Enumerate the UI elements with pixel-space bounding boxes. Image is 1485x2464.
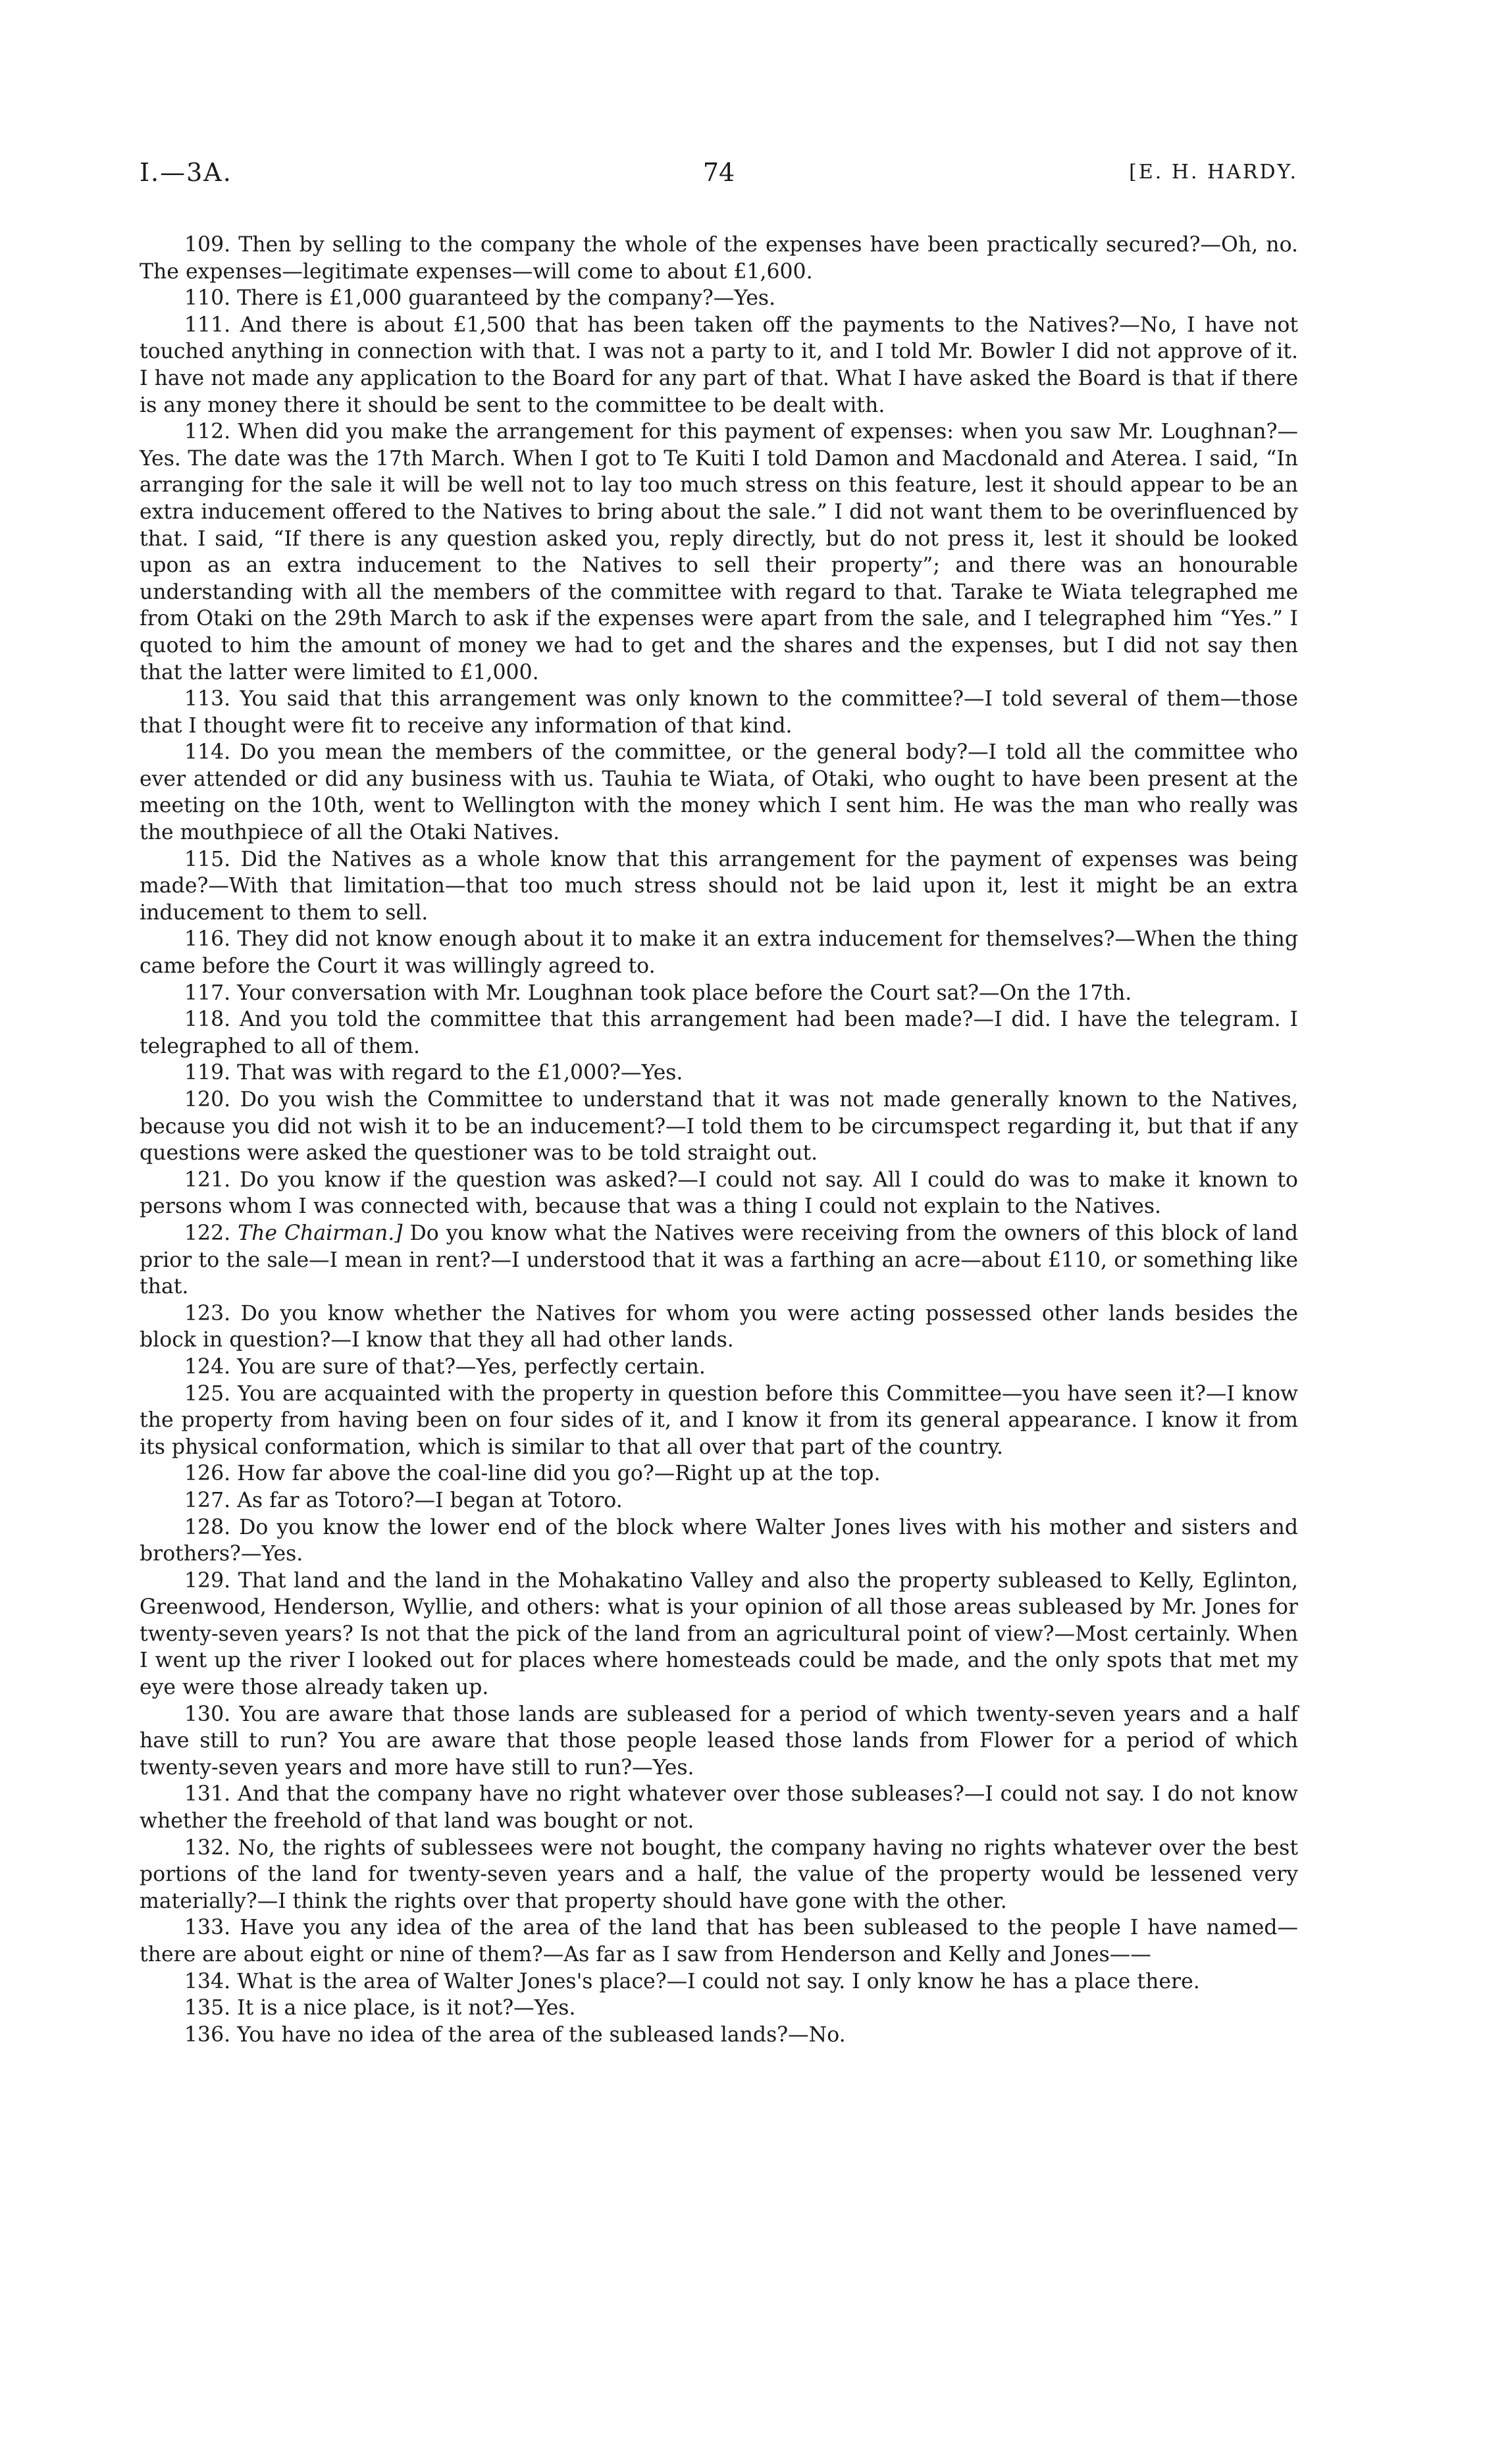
question-number: 131. — [184, 1782, 231, 1807]
question-answer-text: What is the area of Walter Jones's place?—I could not say. I only know he has a place there. — [237, 1969, 1200, 1993]
evidence-paragraph — [140, 1701, 1298, 1782]
question-number: 121. — [184, 1168, 231, 1192]
question-number: 126. — [184, 1462, 231, 1486]
evidence-text — [140, 232, 1298, 2048]
question-number: 116. — [184, 927, 231, 952]
evidence-paragraph — [140, 926, 1298, 979]
question-answer-text: You are aware that those lands are subleased for a period of which twenty-seven years and a half have still to run? You are aware that those people leased those lands from Flower for a period of which twenty-seven years and more have still to run?—Yes. — [140, 1702, 1298, 1780]
question-answer-text: And you told the committee that this arrangement had been made?—I did. I have the telegram. I telegraphed to all of them. — [140, 1008, 1298, 1058]
evidence-paragraph — [140, 232, 1298, 285]
evidence-paragraph — [140, 1220, 1298, 1300]
evidence-paragraph — [140, 1568, 1298, 1701]
question-number: 122. — [184, 1221, 231, 1245]
evidence-paragraph — [140, 419, 1298, 686]
question-answer-text: You are acquainted with the property in question before this Committee—you have seen it?—I know the property from having been on four sides of it, and I know it from its general appearance. I know it from its physical conformation, which is similar to that all over that part of the country. — [140, 1381, 1298, 1459]
evidence-paragraph — [140, 1300, 1298, 1354]
witness-name: [E. H. HARDY. — [1129, 161, 1298, 184]
question-answer-text: As far as Totoro?—I began at Totoro. — [237, 1488, 623, 1512]
evidence-paragraph — [140, 1781, 1298, 1834]
question-number: 130. — [184, 1702, 231, 1726]
question-number: 120. — [184, 1088, 231, 1112]
evidence-paragraph — [140, 1487, 1298, 1514]
question-answer-text: How far above the coal-line did you go?—Right up at the top. — [237, 1462, 881, 1486]
question-number: 128. — [184, 1515, 231, 1539]
evidence-paragraph — [140, 2022, 1298, 2049]
question-answer-text: No, the rights of sublessees were not bought, the company having no rights whatever over the best portions of the land for twenty-seven years and a half, the value of the property would be lessened very materially?—I think the rights over that property should have gone with the other. — [140, 1835, 1299, 1913]
question-answer-text: When did you make the arrangement for this payment of expenses: when you saw Mr. Loughnan?—Yes. The date was the 17th March. When I got to Te Kuiti I told Damon and Macdonald and Aterea. I said, “In arranging for the sale it will be well not to lay too much stress on this feature, lest it should appear to be an extra inducement offered to the Natives to bring about the sale.” I did not want them to be overinfluenced by that. I said, “If there is any question asked you, reply directly, but do not press it, lest it should be looked upon as an extra inducement to the Natives to sell their property”; and there was an honourable understanding with all the members of the committee with regard to that. Tarake te Wiata telegraphed me from Otaki on the 29th March to ask if the expenses were apart from the sale, and I telegraphed him “Yes.” I quoted to him the amount of money we had to get and the shares and the expenses, but I did not say then that the latter were limited to £1,000. — [140, 420, 1298, 684]
question-answer-text: It is a nice place, is it not?—Yes. — [237, 1996, 576, 2020]
question-answer-text: That land and the land in the Mohakatino Valley and also the property subleased to Kelly, Eglinton, Greenwood, Henderson, Wyllie, and others: what is your opinion of all those areas subleased by Mr. Jones for twenty-seven years? Is not that the pick of the land from an agricultural point of view?—Most certainly. When I went up the river I looked out for places where homesteads could be made, and the only spots that met my eye were those already taken up. — [140, 1568, 1298, 1700]
question-number: 113. — [184, 687, 231, 711]
evidence-paragraph — [140, 1087, 1298, 1167]
question-answer-text: Your conversation with Mr. Loughnan took place before the Court sat?—On the 17th. — [237, 981, 1132, 1005]
question-number: 133. — [184, 1916, 231, 1940]
question-number: 123. — [184, 1301, 231, 1325]
question-answer-text: Do you know what the Natives were receiving from the owners of this block of land prior to the sale—I mean in rent?—I understood that it was a farthing an acre—about £110, or something like that. — [140, 1221, 1299, 1299]
speaker-label: The Chairman.] — [238, 1221, 403, 1245]
question-answer-text: There is £1,000 guaranteed by the company?—Yes. — [237, 286, 776, 311]
question-answer-text: Do you know the lower end of the block where Walter Jones lives with his mother and sisters and brothers?—Yes. — [140, 1515, 1298, 1566]
question-number: 115. — [184, 847, 231, 871]
evidence-paragraph — [140, 739, 1298, 846]
question-answer-text: Then by selling to the company the whole of the expenses have been practically secured?—Oh, no. The expenses—legitimate expenses—will come to about £1,600. — [140, 233, 1298, 284]
question-number: 129. — [184, 1568, 231, 1593]
evidence-paragraph — [140, 1167, 1298, 1220]
question-answer-text: Do you know if the question was asked?—I could not say. All I could do was to make it known to persons whom I was connected with, because that was a thing I could not explain to the Natives. — [140, 1168, 1299, 1219]
question-answer-text: Do you mean the members of the committee, or the general body?—I told all the committee who ever attended or did any business with us. Tauhia te Wiata, of Otaki, who ought to have been present at the meeting on the 10th, went to Wellington with the money which I sent him. He was the man who really was the mouthpiece of all the Otaki Natives. — [140, 740, 1298, 845]
page-header — [140, 158, 1298, 197]
question-number: 124. — [184, 1354, 231, 1379]
evidence-paragraph — [140, 1835, 1298, 1915]
question-answer-text: That was with regard to the £1,000?—Yes. — [237, 1061, 683, 1085]
question-number: 132. — [184, 1835, 231, 1860]
question-answer-text: And there is about £1,500 that has been taken off the payments to the Natives?—No, I have not touched anything in connection with that. I was not a party to it, and I told Mr. Bowler I did not approve of it. I have not made any application to the Board for any part of that. What I have asked the Board is that if there is any money there it should be sent to the committee to be dealt with. — [140, 313, 1299, 417]
question-number: 117. — [184, 981, 231, 1005]
question-number: 110. — [184, 286, 231, 311]
evidence-paragraph — [140, 285, 1298, 312]
evidence-paragraph — [140, 1381, 1298, 1461]
evidence-paragraph — [140, 312, 1298, 419]
question-answer-text: And that the company have no right whatever over those subleases?—I could not say. I do not know whether the freehold of that land was bought or not. — [140, 1782, 1298, 1834]
evidence-paragraph — [140, 980, 1298, 1007]
evidence-paragraph — [140, 1060, 1298, 1087]
evidence-paragraph — [140, 1354, 1298, 1381]
evidence-paragraph — [140, 1968, 1298, 1995]
evidence-paragraph — [140, 1914, 1298, 1968]
question-number: 111. — [184, 313, 231, 337]
evidence-paragraph — [140, 686, 1298, 739]
evidence-paragraph — [140, 1995, 1298, 2022]
question-number: 134. — [184, 1969, 231, 1993]
question-number: 109. — [184, 233, 231, 257]
evidence-paragraph — [140, 1460, 1298, 1487]
question-answer-text: Do you wish the Committee to understand that it was not made generally known to the Natives, because you did not wish it to be an inducement?—I told them to be circumspect regarding it, but that if any questions were asked the questioner was to be told straight out. — [140, 1088, 1298, 1166]
question-number: 136. — [184, 2022, 231, 2047]
question-number: 112. — [184, 420, 231, 444]
question-number: 127. — [184, 1488, 231, 1512]
parliamentary-paper-reference: I.—3A. — [140, 158, 232, 187]
question-answer-text: They did not know enough about it to make it an extra inducement for themselves?—When the thing came before the Court it was willingly agreed to. — [140, 927, 1298, 979]
question-answer-text: Did the Natives as a whole know that this arrangement for the payment of expenses was being made?—With that limitation—that too much stress should not be laid upon it, lest it might be an extra inducement to them to sell. — [140, 847, 1299, 925]
question-number: 114. — [184, 740, 231, 765]
question-number: 125. — [184, 1381, 231, 1406]
question-number: 135. — [184, 1996, 231, 2020]
question-number: 118. — [184, 1008, 231, 1032]
question-answer-text: Have you any idea of the area of the land that has been subleased to the people I have named—there are about eight or nine of them?—As far as I saw from Henderson and Kelly and Jones—— — [140, 1916, 1299, 1966]
question-answer-text: You have no idea of the area of the subleased lands?—No. — [237, 2022, 846, 2047]
evidence-paragraph — [140, 1514, 1298, 1568]
evidence-paragraph — [140, 1006, 1298, 1060]
question-answer-text: Do you know whether the Natives for whom you were acting possessed other lands besides the block in question?—I know that they all had other lands. — [140, 1301, 1299, 1352]
document-page — [140, 158, 1298, 2048]
page-number: 74 — [702, 158, 735, 187]
evidence-paragraph — [140, 846, 1298, 927]
question-answer-text: You are sure of that?—Yes, perfectly certain. — [237, 1354, 706, 1379]
question-answer-text: You said that this arrangement was only known to the committee?—I told several of them—those that I thought were fit to receive any information of that kind. — [140, 687, 1298, 738]
question-number: 119. — [184, 1061, 231, 1085]
